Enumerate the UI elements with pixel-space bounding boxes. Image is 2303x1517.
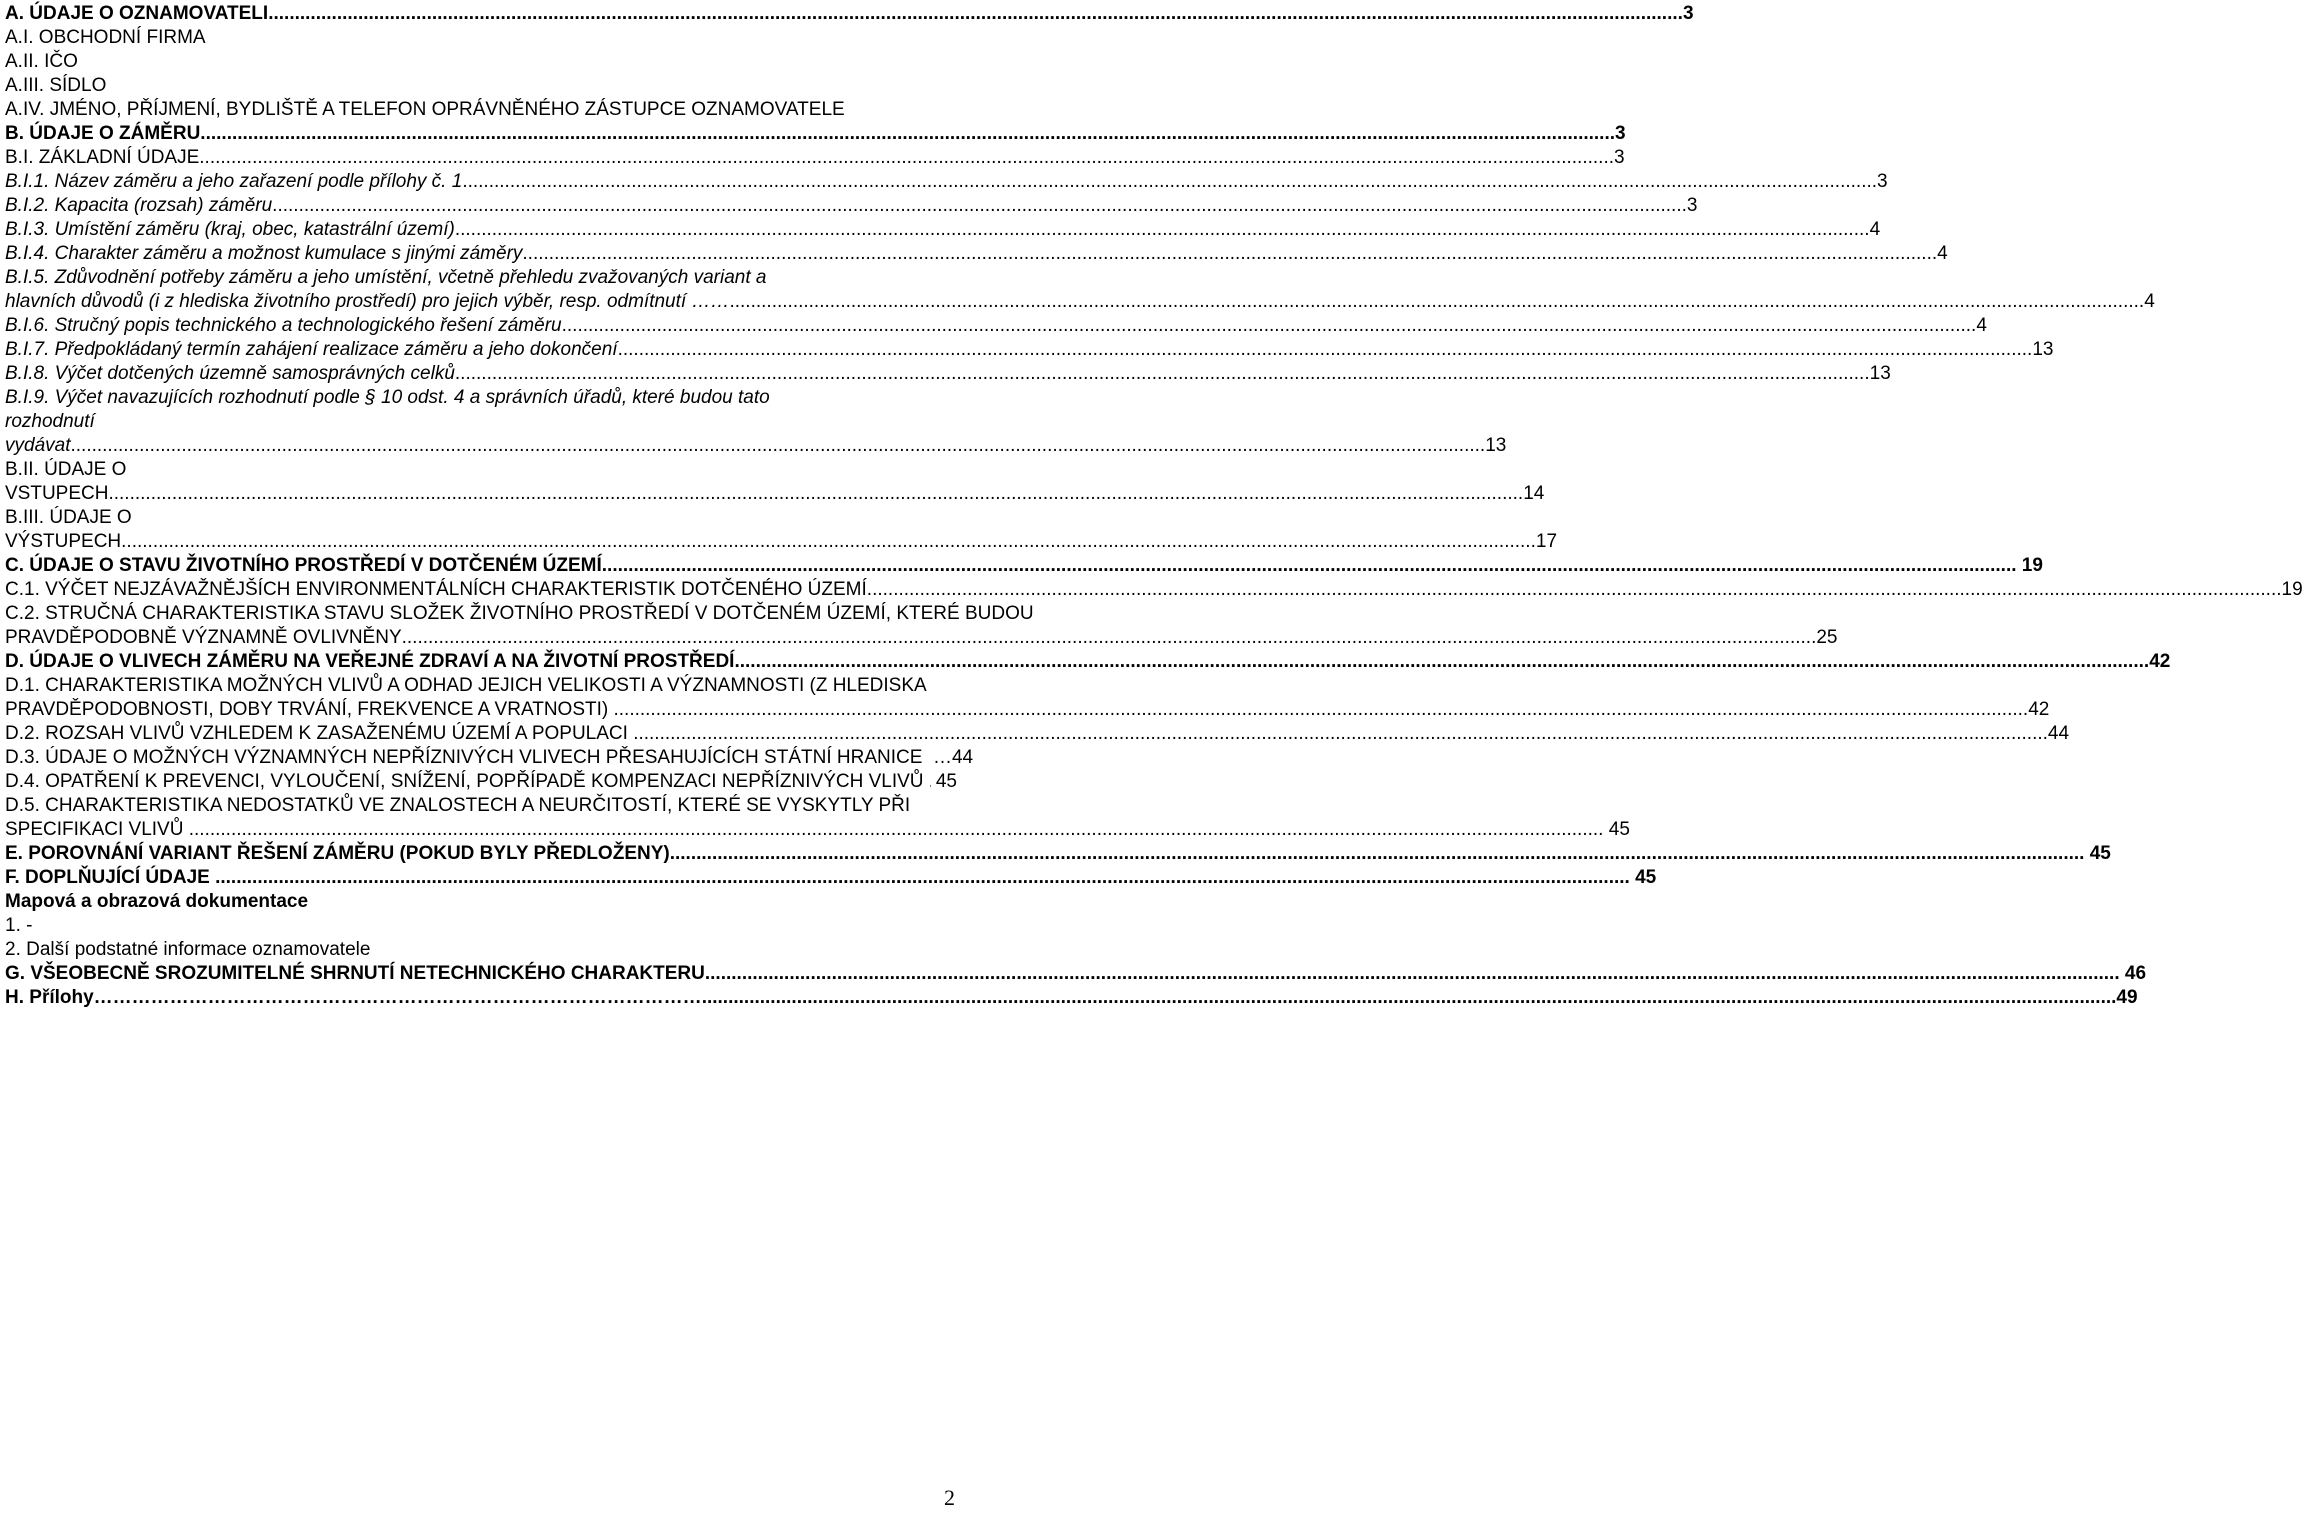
toc-entry — [5, 146, 1625, 170]
toc-entry-title: D.3. ÚDAJE O MOŽNÝCH VÝZNAMNÝCH NEPŘÍZNIVÝCH VLIVECH PŘESAHUJÍCÍCH STÁTNÍ HRANICE — [5, 747, 928, 768]
toc-entry-title: G. VŠEOBECNĚ SROZUMITELNÉ SHRNUTÍ NETECHNICKÉHO CHARAKTERU — [5, 963, 705, 984]
toc-entry-title: PRAVDĚPODOBNĚ VÝZNAMNĚ OVLIVNĚNY — [5, 627, 402, 648]
toc-entry-page: 3 — [1614, 147, 1625, 168]
toc-entry-title: A. ÚDAJE O OZNAMOVATELI — [5, 3, 269, 24]
toc-entry-title: PRAVDĚPODOBNOSTI, DOBY TRVÁNÍ, FREKVENCE A VRATNOSTI) — [5, 699, 614, 720]
toc-entry — [5, 338, 2054, 362]
toc-entry — [5, 314, 1987, 338]
toc-entry-title: B.I. ZÁKLADNÍ ÚDAJE — [5, 147, 200, 168]
toc-entry-title: B.I.5. Zdůvodnění potřeby záměru a jeho umístění, včetně přehledu zvažovaných variant a — [5, 267, 767, 288]
toc-entry-title: D.5. CHARAKTERISTIKA NEDOSTATKŮ VE ZNALOSTECH A NEURČITOSTÍ, KTERÉ SE VYSKYTLY PŘI — [5, 795, 911, 816]
toc-dot-leader — [670, 842, 2085, 866]
toc-entry-title: 2. Další podstatné informace oznamovatele — [5, 939, 371, 960]
table-of-contents — [5, 2, 2303, 1010]
toc-entry — [5, 626, 1838, 650]
toc-entry-page: 19 — [2281, 579, 2303, 600]
toc-entry — [5, 266, 957, 290]
toc-entry-page: 42 — [2149, 651, 2171, 672]
toc-entry — [5, 938, 957, 962]
toc-entry-page: 45 — [1603, 819, 1630, 840]
toc-entry — [5, 410, 957, 434]
toc-entry-title: rozhodnutí — [5, 411, 95, 432]
toc-entry — [5, 554, 2043, 578]
toc-entry-title: B.II. ÚDAJE O — [5, 459, 127, 480]
toc-entry-title: A.I. OBCHODNÍ FIRMA — [5, 27, 206, 48]
toc-entry-title: C. ÚDAJE O STAVU ŽIVOTNÍHO PROSTŘEDÍ V DOTČENÉM ÚZEMÍ — [5, 555, 602, 576]
page-number: 2 — [944, 1485, 955, 1510]
toc-entry-page: 3 — [1615, 123, 1626, 144]
toc-entry-page: 44 — [2047, 723, 2070, 744]
toc-entry — [5, 482, 1545, 506]
toc-entry-title: vydávat — [5, 435, 71, 456]
toc-entry-title: VSTUPECH — [5, 483, 109, 504]
toc-entry-title: B.I.6. Stručný popis technického a technologického řešení záměru — [5, 315, 562, 336]
toc-dot-leader — [70, 434, 1485, 458]
toc-dot-leader — [455, 218, 1870, 242]
toc-entry-page: 17 — [1535, 531, 1558, 552]
toc-entry-title: B. ÚDAJE O ZÁMĚRU — [5, 123, 201, 144]
toc-entry — [5, 458, 957, 482]
toc-entry — [5, 506, 957, 530]
toc-dot-leader — [602, 554, 2017, 578]
toc-entry — [5, 770, 957, 794]
toc-entry-page: 4 — [1937, 243, 1948, 264]
toc-entry — [5, 122, 1626, 146]
toc-entry — [5, 746, 974, 770]
toc-dot-leader — [705, 962, 2120, 986]
toc-entry-title: SPECIFIKACI VLIVŮ — [5, 819, 189, 840]
toc-entry — [5, 74, 957, 98]
toc-entry — [5, 650, 2171, 674]
toc-dot-leader — [702, 986, 2117, 1010]
toc-dot-leader — [215, 866, 1630, 890]
toc-entry-title: D.4. OPATŘENÍ K PREVENCI, VYLOUČENÍ, SNÍŽENÍ, POPŘÍPADĚ KOMPENZACI NEPŘÍZNIVÝCH VLIVŮ — [5, 771, 929, 792]
toc-dot-leader — [200, 122, 1615, 146]
toc-entry — [5, 698, 2050, 722]
toc-entry-page: 4 — [2144, 291, 2155, 312]
toc-entry-title: B.I.8. Výčet dotčených územně samosprávných celků — [5, 363, 455, 384]
toc-dot-leader — [402, 626, 1817, 650]
toc-dot-leader — [462, 170, 1877, 194]
toc-entry — [5, 602, 1034, 626]
toc-entry-title: H. Přílohy…………………………………………………………………………………… — [5, 987, 702, 1008]
toc-entry — [5, 50, 957, 74]
toc-entry-title: B.III. ÚDAJE O — [5, 507, 132, 528]
toc-entry — [5, 866, 1657, 890]
toc-entry — [5, 362, 1891, 386]
toc-entry-page: 13 — [2032, 339, 2054, 360]
toc-entry — [5, 842, 2111, 866]
toc-entry-page: 25 — [1816, 627, 1838, 648]
toc-entry-title: Mapová a obrazová dokumentace — [5, 891, 309, 912]
toc-entry-page: 3 — [1877, 171, 1888, 192]
toc-dot-leader — [734, 650, 2149, 674]
toc-entry-title: E. POROVNÁNÍ VARIANT ŘEŠENÍ ZÁMĚRU (POKUD BYLY PŘEDLOŽENY) — [5, 843, 670, 864]
toc-entry — [5, 818, 1630, 842]
toc-dot-leader — [272, 194, 1687, 218]
toc-entry-page: 19 — [2016, 555, 2043, 576]
toc-entry-page: 4 — [1976, 315, 1987, 336]
toc-entry — [5, 194, 1698, 218]
toc-entry-title: B.I.3. Umístění záměru (kraj, obec, katastrální území) — [5, 219, 455, 240]
toc-entry-title: B.I.4. Charakter záměru a možnost kumulace s jinými záměry — [5, 243, 523, 264]
toc-dot-leader — [199, 146, 1614, 170]
toc-entry-page: 4 — [1869, 219, 1881, 240]
toc-entry-page: 13 — [1869, 363, 1891, 384]
toc-entry-title: C.1. VÝČET NEJZÁVAŽNĚJŠÍCH ENVIRONMENTÁLNÍCH CHARAKTERISTIK DOTČENÉHO ÚZEMÍ — [5, 579, 867, 600]
toc-entry — [5, 434, 1507, 458]
toc-entry-page: 46 — [2119, 963, 2147, 984]
toc-entry — [5, 674, 957, 698]
toc-entry — [5, 962, 2147, 986]
toc-entry — [5, 986, 2138, 1010]
toc-entry-page: 45 — [930, 771, 957, 792]
toc-entry-title: A.II. IČO — [5, 51, 78, 72]
toc-entry-title: D. ÚDAJE O VLIVECH ZÁMĚRU NA VEŘEJNÉ ZDRAVÍ A NA ŽIVOTNÍ PROSTŘEDÍ — [5, 651, 735, 672]
toc-entry — [5, 242, 1948, 266]
toc-dot-leader — [633, 722, 2048, 746]
toc-entry — [5, 914, 957, 938]
toc-entry-title: 1. - — [5, 915, 33, 936]
toc-entry — [5, 530, 1558, 554]
toc-dot-leader — [108, 482, 1523, 506]
toc-dot-leader — [455, 362, 1870, 386]
toc-entry-page: 42 — [2028, 699, 2050, 720]
toc-entry-title: D.1. CHARAKTERISTIKA MOŽNÝCH VLIVŮ A ODHAD JEJICH VELIKOSTI A VÝZNAMNOSTI (Z HLEDISKA — [5, 675, 927, 696]
toc-entry-page: 14 — [1523, 483, 1545, 504]
toc-entry-page: 49 — [2116, 987, 2138, 1008]
toc-dot-leader — [618, 338, 2033, 362]
toc-entry-title: B.I.7. Předpokládaný termín zahájení realizace záměru a jeho dokončení — [5, 339, 618, 360]
toc-entry — [5, 890, 957, 914]
toc-entry-title: B.I.1. Název záměru a jeho zařazení podle přílohy č. 1 — [5, 171, 463, 192]
toc-entry-title: B.I.9. Výčet navazujících rozhodnutí podle § 10 odst. 4 a správních úřadů, které budou tato — [5, 387, 770, 408]
toc-dot-leader — [867, 578, 2282, 602]
toc-entry — [5, 386, 957, 410]
toc-dot-leader — [121, 530, 1536, 554]
toc-entry — [5, 794, 957, 818]
toc-entry-page: 45 — [1629, 867, 1657, 888]
toc-entry — [5, 722, 2070, 746]
toc-entry-page: …44 — [927, 747, 974, 768]
toc-entry-title: VÝSTUPECH — [5, 531, 122, 552]
toc-entry-title: hlavních důvodů (i z hlediska životního prostředí) pro jejich výběr, resp. odmítnutí …… — [5, 291, 730, 312]
toc-dot-leader — [562, 314, 1977, 338]
toc-dot-leader — [613, 698, 2028, 722]
toc-entry-title: C.2. STRUČNÁ CHARAKTERISTIKA STAVU SLOŽEK ŽIVOTNÍHO PROSTŘEDÍ V DOTČENÉM ÚZEMÍ, KTERÉ BUDOU — [5, 603, 1034, 624]
toc-entry-title: D.2. ROZSAH VLIVŮ VZHLEDEM K ZASAŽENÉMU ÚZEMÍ A POPULACI — [5, 723, 634, 744]
toc-dot-leader — [268, 2, 1683, 26]
toc-entry-page: 3 — [1686, 195, 1698, 216]
toc-entry — [5, 26, 957, 50]
toc-entry — [5, 578, 2303, 602]
toc-entry-title: A.III. SÍDLO — [5, 75, 107, 96]
toc-entry-title: B.I.2. Kapacita (rozsah) záměru — [5, 195, 273, 216]
toc-dot-leader — [189, 818, 1604, 842]
toc-entry-page: 13 — [1485, 435, 1507, 456]
toc-entry — [5, 290, 2155, 314]
toc-entry-page: 3 — [1682, 3, 1694, 24]
toc-entry-title: F. DOPLŇUJÍCÍ ÚDAJE — [5, 867, 216, 888]
toc-entry — [5, 98, 957, 122]
toc-dot-leader — [729, 290, 2144, 314]
toc-dot-leader — [522, 242, 1937, 266]
toc-entry-page: 45 — [2084, 843, 2111, 864]
toc-entry — [5, 218, 1881, 242]
toc-entry — [5, 170, 1888, 194]
toc-entry-title: A.IV. JMÉNO, PŘÍJMENÍ, BYDLIŠTĚ A TELEFON OPRÁVNĚNÉHO ZÁSTUPCE OZNAMOVATELE — [5, 99, 845, 120]
toc-entry — [5, 2, 1694, 26]
